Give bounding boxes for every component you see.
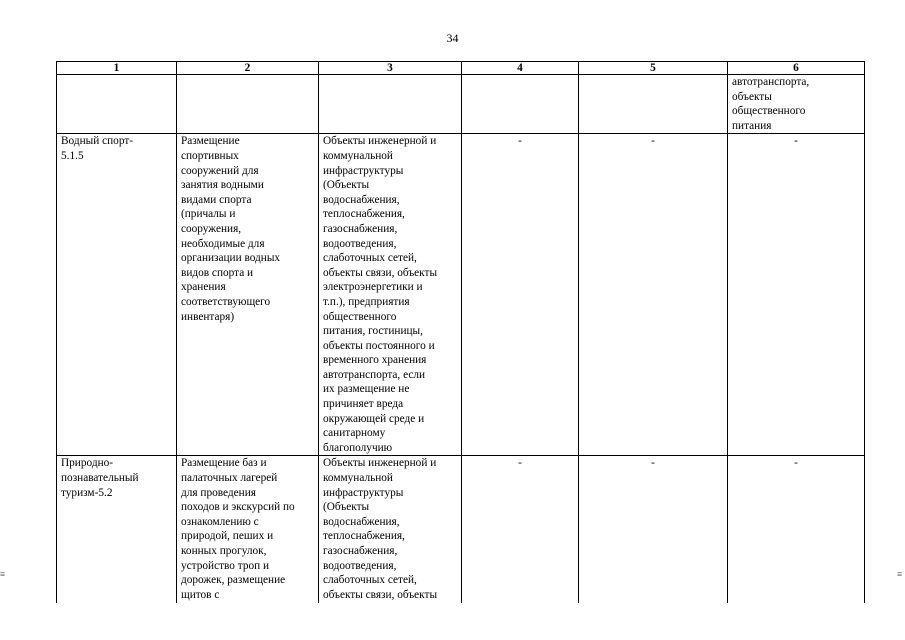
table-cell: Объекты инженерной и коммунальной инфраструктуры (Объекты водоснабжения, теплоснабжения, газоснабжения, водоотведения, слаботочных сетей, объекты связи, объекты электроэнергетики и т.п.), предприятия общественного питания, гостиницы, объекты постоянного и временного хранения автотранспорта, если их размещение не причиняет вреда окружающей среде и санитарному благополучию: [319, 134, 462, 456]
table-row: [57, 75, 865, 134]
table-row: [57, 134, 865, 456]
table-row: [57, 456, 865, 604]
column-header: 3: [319, 62, 462, 75]
column-header: 4: [462, 62, 579, 75]
table-cell: Размещение баз и палаточных лагерей для проведения походов и экскурсий по ознакомлению с природой, пеших и конных прогулок, устройство троп и дорожек, размещение щитов с: [177, 456, 319, 604]
table-cell: [319, 75, 462, 134]
table-cell: -: [462, 134, 579, 456]
table-cell: Объекты инженерной и коммунальной инфраструктуры (Объекты водоснабжения, теплоснабжения, газоснабжения, водоотведения, слаботочных сетей, объекты связи, объекты: [319, 456, 462, 604]
table-cell: Водный спорт- 5.1.5: [57, 134, 177, 456]
table-cell: -: [579, 456, 728, 604]
table-cell: Природно- познавательный туризм-5.2: [57, 456, 177, 604]
table-cell: [462, 75, 579, 134]
scan-edge-mark-left: ≡: [0, 569, 6, 579]
column-header: 2: [177, 62, 319, 75]
table-cell: [57, 75, 177, 134]
zoning-table: [56, 61, 865, 603]
table-cell: [177, 75, 319, 134]
table-header-row: [57, 62, 865, 75]
column-header: 6: [728, 62, 865, 75]
table-cell: -: [462, 456, 579, 604]
page-number: 34: [446, 31, 459, 45]
table-cell: Размещение спортивных сооружений для занятия водными видами спорта (причалы и сооружения, необходимые для организации водных видов спорта и хранения соответствующего инвентаря): [177, 134, 319, 456]
table-cell: [579, 75, 728, 134]
table-cell: -: [728, 134, 865, 456]
table-cell: -: [579, 134, 728, 456]
scan-edge-mark-right: ≡: [897, 569, 903, 579]
table-cell: автотранспорта, объекты общественного питания: [728, 75, 865, 134]
table-cell: -: [728, 456, 865, 604]
column-header: 5: [579, 62, 728, 75]
column-header: 1: [57, 62, 177, 75]
